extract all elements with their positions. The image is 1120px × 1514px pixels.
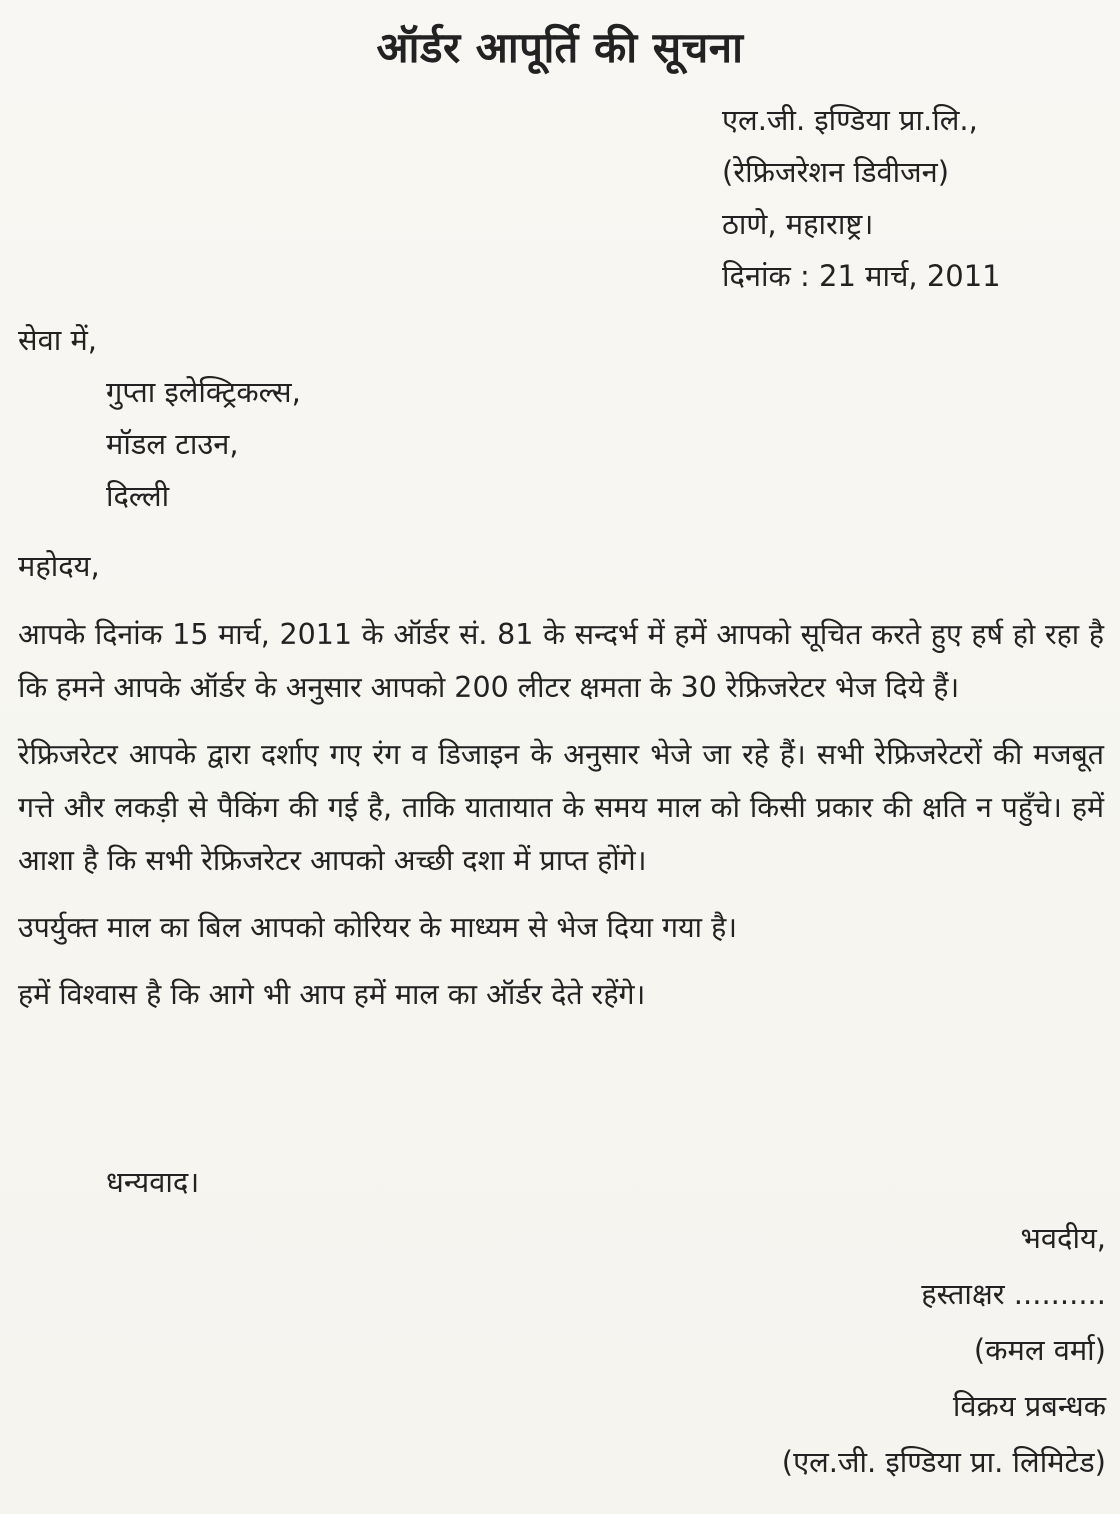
closing-block xyxy=(782,1210,1106,1490)
recipient-name: गुप्ता इलेक्ट्रिकल्स, xyxy=(106,375,301,409)
signatory-company: (एल.जी. इण्डिया प्रा. लिमिटेड) xyxy=(781,1445,1106,1479)
thanks: धन्यवाद। xyxy=(106,1165,200,1199)
to-label: सेवा में, xyxy=(18,323,98,357)
signatory-designation: विक्रय प्रबन्धक xyxy=(952,1389,1106,1423)
recipient-city: दिल्ली xyxy=(106,479,170,513)
sender-division: (रेफ्रिजरेशन डिवीजन) xyxy=(722,155,950,189)
sender-address xyxy=(722,94,1001,302)
body-paragraph-1: आपके दिनांक 15 मार्च, 2011 के ऑर्डर सं. 81 के सन्दर्भ में हमें आपको सूचित करते हुए हर्ष हो रहा है कि हमने आपके ऑर्डर के अनुसार आपको 200 लीटर क्षमता के 30 रेफ्रिजरेटर भेज दिये हैं। xyxy=(18,618,1104,704)
body-paragraph-3: उपर्युक्त माल का बिल आपको कोरियर के माध्यम से भेज दिया गया है। xyxy=(18,911,738,944)
letter-date: दिनांक : 21 मार्च, 2011 xyxy=(722,259,1001,293)
body-paragraph-2: रेफ्रिजरेटर आपके द्वारा दर्शाए गए रंग व डिजाइन के अनुसार भेजे जा रहे हैं। सभी रेफ्रिजरेटरों की मजबूत गत्ते और लकड़ी से पैकिंग की गई है, ताकि यातायात के समय माल को किसी प्रकार की क्षति न पहुँचे। हमें आशा है कि सभी रेफ्रिजरेटर आपको अच्छी दशा में प्राप्त होंगे। xyxy=(18,738,1104,877)
greeting: महोदय, xyxy=(18,549,100,583)
sender-company: एल.जी. इण्डिया प्रा.लि., xyxy=(722,103,978,137)
letter-title: ऑर्डर आपूर्ति की सूचना xyxy=(376,23,744,72)
sender-city: ठाणे, महाराष्ट्र। xyxy=(722,207,874,241)
recipient-address xyxy=(106,366,301,522)
closing-yours: भवदीय, xyxy=(1020,1221,1106,1255)
signature-line: हस्ताक्षर .......... xyxy=(921,1277,1106,1311)
recipient-area: मॉडल टाउन, xyxy=(106,427,239,461)
letter-body xyxy=(18,608,1104,1035)
body-paragraph-4: हमें विश्वास है कि आगे भी आप हमें माल का ऑर्डर देते रहेंगे। xyxy=(18,978,646,1011)
signatory-name: (कमल वर्मा) xyxy=(973,1333,1106,1367)
